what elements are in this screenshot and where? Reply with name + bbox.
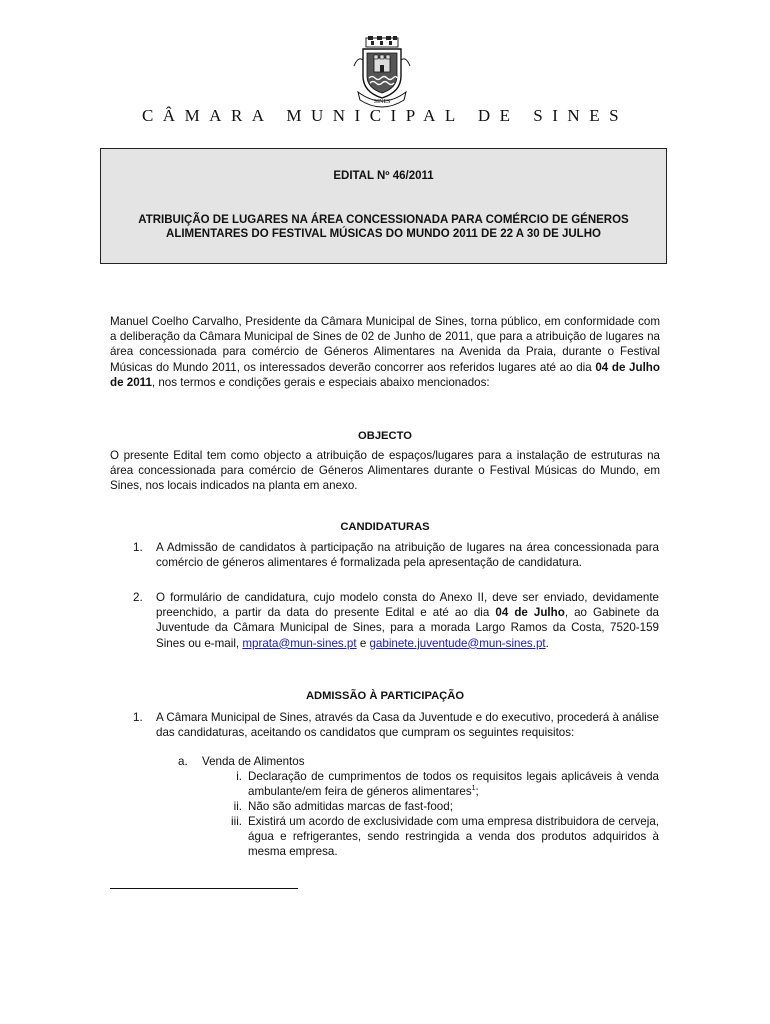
admissao-heading: ADMISSÃO À PARTICIPAÇÃO bbox=[305, 690, 465, 702]
admissao-sub-i bbox=[248, 769, 659, 799]
admissao-sub-a-number: a. bbox=[178, 755, 188, 768]
objecto-paragraph: O presente Edital tem como objecto a atribuição de espaços/lugares para a instalação de estruturas na área concessionada para comércio de Géneros Alimentares durante o Festival Músicas do Mundo, em Sines, nos locais indicados na planta em anexo. bbox=[110, 449, 660, 493]
svg-text:SINES: SINES bbox=[373, 99, 391, 105]
candidaturas-heading: CANDIDATURAS bbox=[340, 521, 430, 533]
intro-paragraph bbox=[110, 314, 660, 390]
candidaturas-deadline-date: 04 de Julho bbox=[495, 606, 565, 620]
intro-text-start: Manuel Coelho Carvalho, Presidente da Câmara Municipal de Sines, torna público, em conformidade com a deliberação da Câmara Municipal de Sines de 02 de Junho de 2011, que para a atribuição de lugares na área concessionada para comércio de Géneros Alimentares na Avenida da Praia, durante o Festival Músicas do Mundo 2011, os interessados deverão concorrer aos referidos lugares até ao dia bbox=[110, 315, 660, 374]
admissao-sub-i-text: Declaração de cumprimentos de todos os requisitos legais aplicáveis à venda ambulante/em feira de géneros alimentares bbox=[248, 770, 659, 799]
intro-text-end: , nos termos e condições gerais e especiais abaixo mencionados: bbox=[151, 375, 490, 389]
candidaturas-item-2-text-d: . bbox=[545, 636, 549, 650]
admissao-sub-iii-number: iii. bbox=[231, 815, 242, 828]
admissao-item-1-number: 1. bbox=[133, 711, 143, 724]
objecto-heading: OBJECTO bbox=[358, 430, 412, 442]
admissao-sub-iii: Existirá um acordo de exclusividade com uma empresa distribuidora de cerveja, água e refrigerantes, sendo restringida a venda dos produtos adquiridos à mesma empresa. bbox=[248, 815, 659, 859]
footnote-marker: 1 bbox=[471, 785, 476, 793]
admissao-sub-i-end: ; bbox=[475, 785, 479, 799]
email-link-mprata[interactable]: mprata@mun-sines.pt bbox=[242, 636, 357, 650]
candidaturas-item-1: A Admissão de candidatos à participação na atribuição de lugares na área concessionada para comércio de géneros alimentares é formalizada pela apresentação de candidatura. bbox=[156, 541, 659, 570]
admissao-sub-ii: Não são admitidas marcas de fast-food; bbox=[248, 800, 453, 813]
candidaturas-item-2-text-c: e bbox=[356, 636, 370, 650]
admissao-sub-i-number: i. bbox=[236, 770, 242, 783]
email-link-gabinete-juventude[interactable]: gabinete.juventude@mun-sines.pt bbox=[369, 636, 546, 650]
candidaturas-item-2-number: 2. bbox=[133, 591, 143, 604]
candidaturas-item-2 bbox=[156, 590, 659, 651]
candidaturas-item-2-text-a: O formulário de candidatura, cujo modelo consta do Anexo II, deve ser enviado, devidamente preenchido, a partir da data do presente Edital e até ao dia bbox=[156, 591, 659, 620]
intro-deadline-date: 04 de Julho de 2011 bbox=[110, 360, 660, 389]
footnote-separator bbox=[110, 888, 298, 889]
municipal-crest-icon bbox=[344, 36, 420, 108]
edital-subject: ATRIBUIÇÃO DE LUGARES NA ÁREA CONCESSIONADA PARA COMÉRCIO DE GÉNEROS ALIMENTARES DO FESTIVAL MÚSICAS DO MUNDO 2011 DE 22 A 30 DE JULHO bbox=[138, 214, 629, 240]
candidaturas-item-2-text-b: , ao Gabinete da Juventude da Câmara Municipal de Sines, para a morada Largo Ramos da Costa, 7520-159 Sines ou e-mail, bbox=[156, 606, 660, 650]
admissao-sub-a: Venda de Alimentos bbox=[202, 755, 305, 768]
organization-name: CÂMARA MUNICIPAL DE SINES bbox=[141, 106, 629, 125]
admissao-item-1: A Câmara Municipal de Sines, através da Casa da Juventude e do executivo, procederá à análise das candidaturas, aceitando os candidatos que cumpram os seguintes requisitos: bbox=[156, 711, 659, 740]
edital-number: EDITAL Nº 46/2011 bbox=[333, 170, 434, 182]
edital-title-box bbox=[100, 148, 667, 264]
admissao-sub-ii-number: ii. bbox=[233, 800, 242, 813]
candidaturas-item-1-number: 1. bbox=[133, 541, 143, 554]
